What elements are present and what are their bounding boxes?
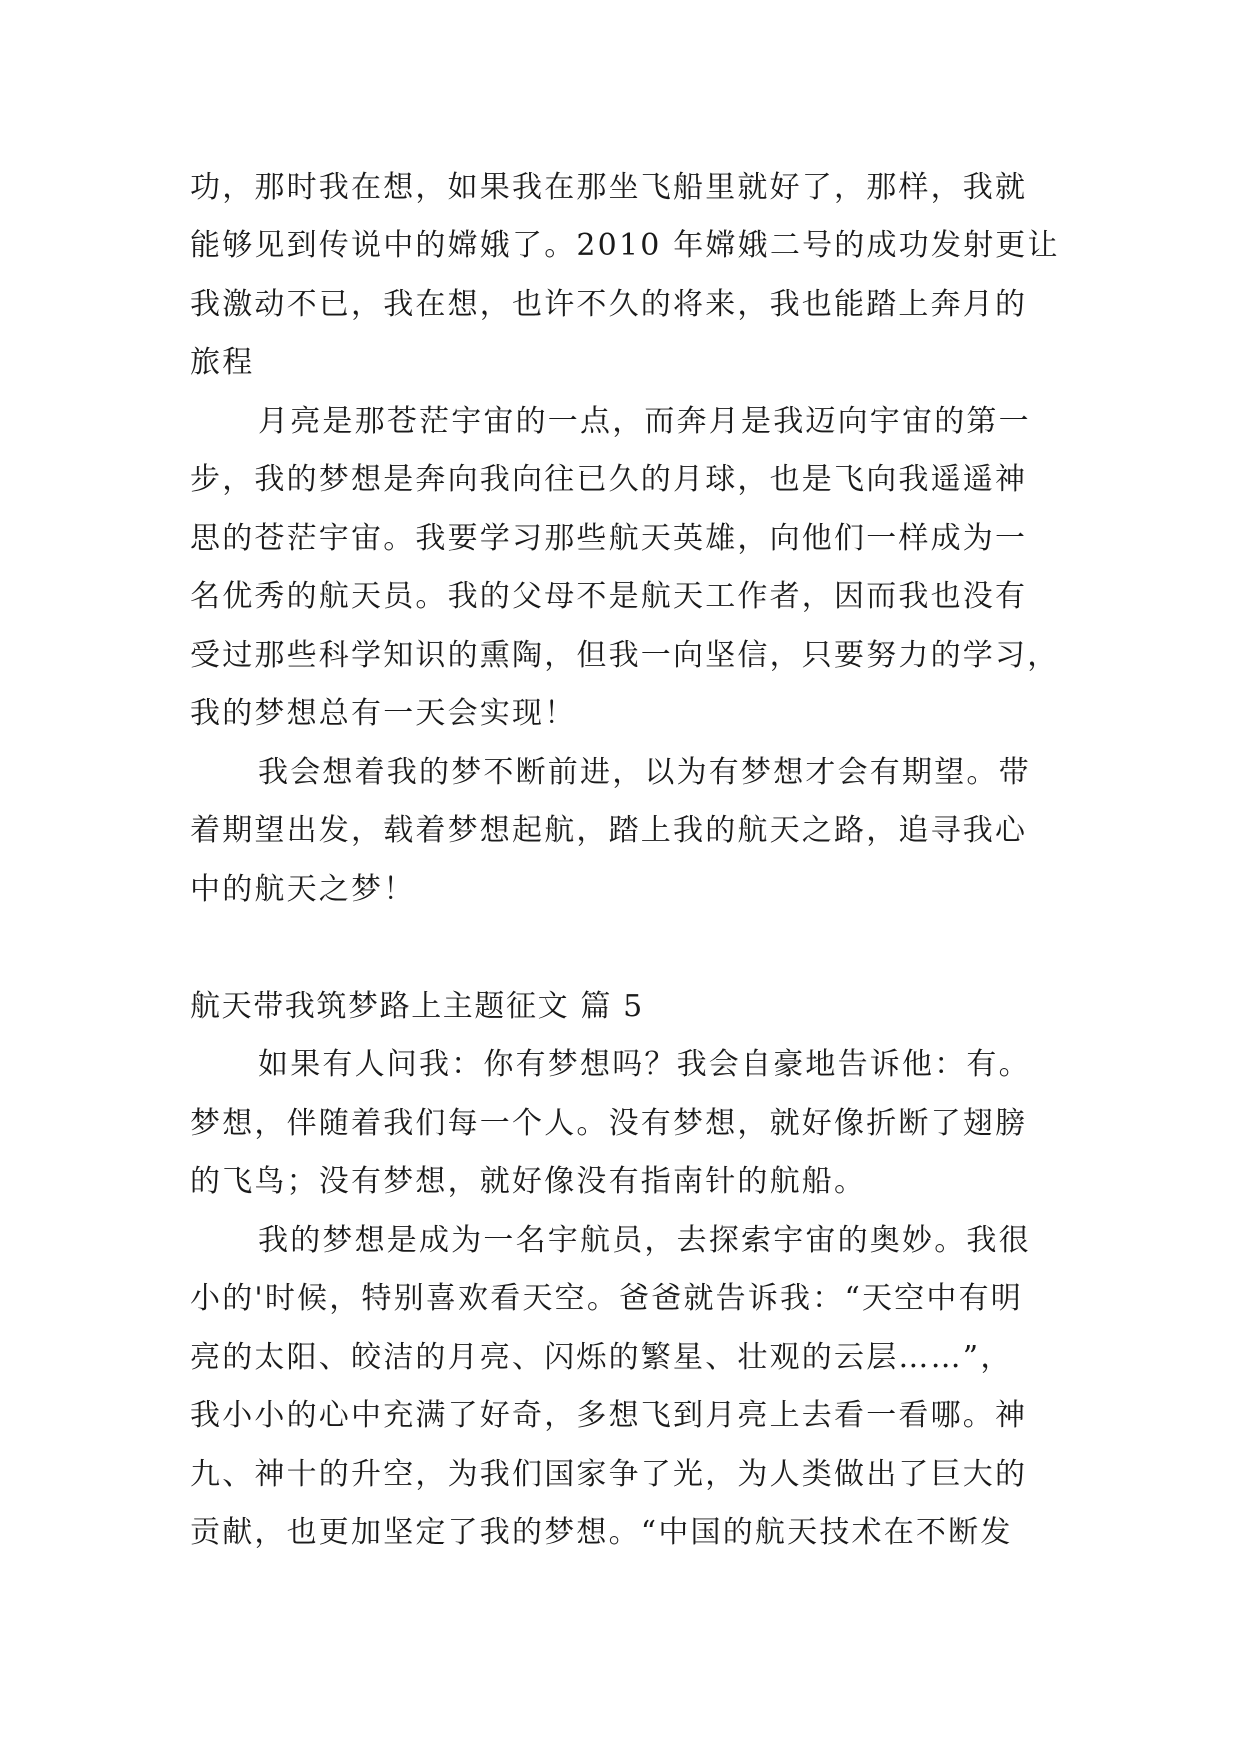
text-line: 的飞鸟；没有梦想，就好像没有指南针的航船。: [190, 1164, 867, 1199]
text-line: 我的梦想是成为一名宇航员，去探索宇宙的奥妙。我很: [258, 1223, 1031, 1258]
section-heading: 航天带我筑梦路上主题征文 篇 5: [190, 989, 644, 1024]
text-line: 思的苍茫宇宙。我要学习那些航天英雄，向他们一样成为一: [190, 521, 1028, 556]
text-line: 受过那些科学知识的熏陶，但我一向坚信，只要努力的学习，: [190, 638, 1060, 673]
text-line: 我激动不已，我在想，也许不久的将来，我也能踏上奔月的: [190, 287, 1028, 322]
text-line: 贡献，也更加坚定了我的梦想。“中国的航天技术在不断发: [190, 1515, 1013, 1550]
text-line: 我会想着我的梦不断前进，以为有梦想才会有期望。带: [258, 755, 1031, 790]
text-line: 亮的太阳、皎洁的月亮、闪烁的繁星、壮观的云层……”，: [190, 1340, 1013, 1375]
text-line: 月亮是那苍茫宇宙的一点，而奔月是我迈向宇宙的第一: [258, 404, 1031, 439]
text-line: 中的航天之梦！: [190, 872, 416, 907]
text-line: 功，那时我在想，如果我在那坐飞船里就好了，那样，我就: [190, 170, 1028, 205]
text-line: 九、神十的升空，为我们国家争了光，为人类做出了巨大的: [190, 1457, 1028, 1492]
text-line: 梦想，伴随着我们每一个人。没有梦想，就好像折断了翅膀: [190, 1106, 1028, 1141]
text-line: 小的'时候，特别喜欢看天空。爸爸就告诉我：“天空中有明: [190, 1281, 1023, 1316]
text-line: 我的梦想总有一天会实现！: [190, 696, 577, 731]
text-line: 如果有人问我：你有梦想吗？我会自豪地告诉他：有。: [258, 1047, 1031, 1082]
text-line: 着期望出发，载着梦想起航，踏上我的航天之路，追寻我心: [190, 813, 1028, 848]
text-line: 能够见到传说中的嫦娥了。2010 年嫦娥二号的成功发射更让: [190, 228, 1060, 263]
text-line: 我小小的心中充满了好奇，多想飞到月亮上去看一看哪。神: [190, 1398, 1028, 1433]
text-line: 名优秀的航天员。我的父母不是航天工作者，因而我也没有: [190, 579, 1028, 614]
text-line: 步，我的梦想是奔向我向往已久的月球，也是飞向我遥遥神: [190, 462, 1028, 497]
text-line: 旅程: [190, 345, 255, 380]
